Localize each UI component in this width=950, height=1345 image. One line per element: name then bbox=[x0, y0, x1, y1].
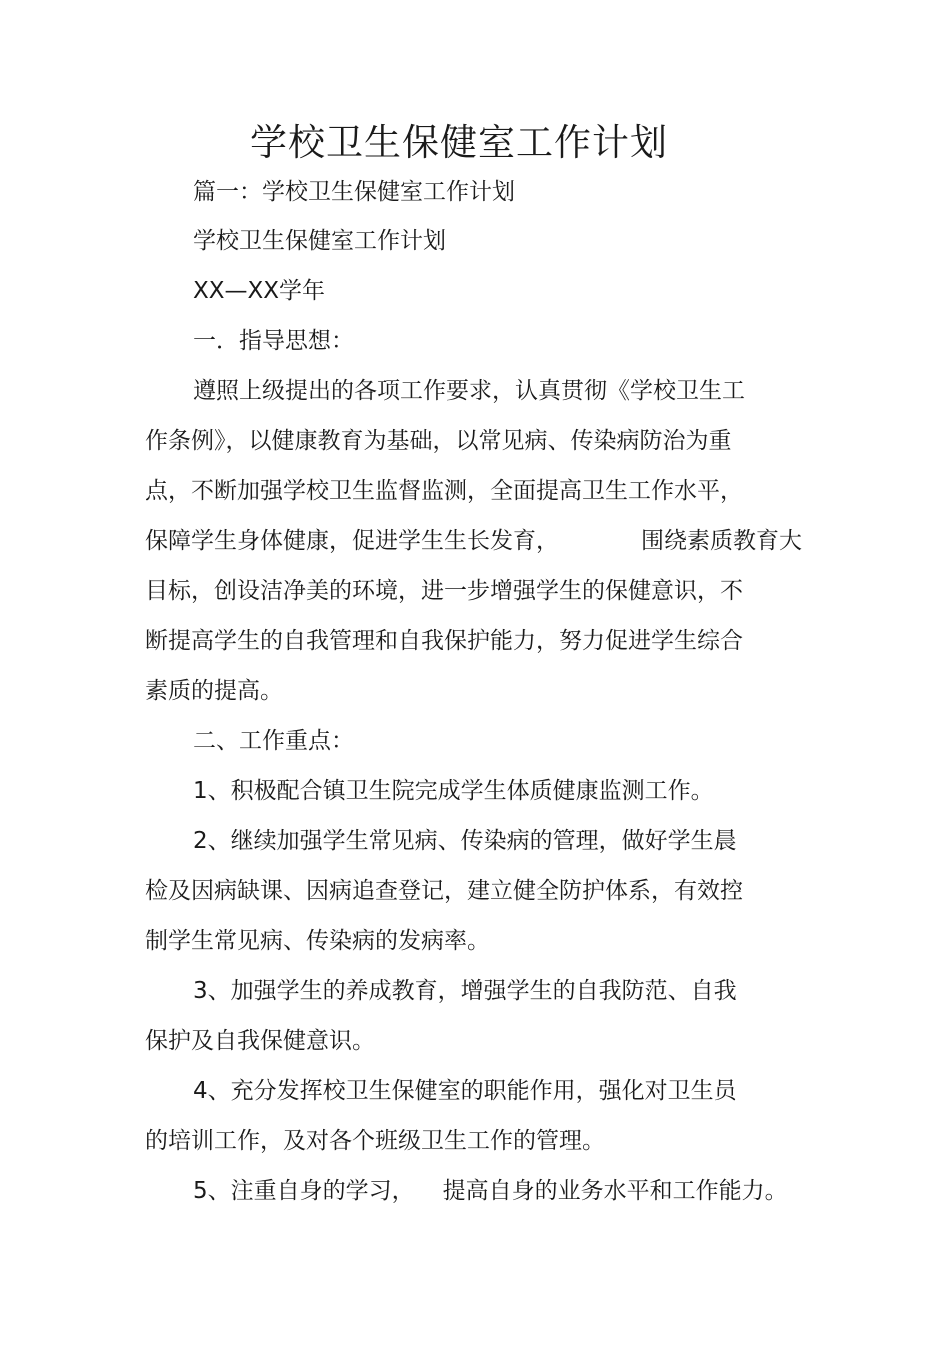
list-item-3: 3、加强学生的养成教育，增强学生的自我防范、自我 bbox=[193, 978, 737, 1004]
plan-name: 学校卫生保健室工作计划 bbox=[193, 228, 446, 254]
list-item-2: 2、继续加强学生常见病、传染病的管理，做好学生晨 bbox=[193, 828, 737, 854]
list-item-4-cont: 的培训工作，及对各个班级卫生工作的管理。 bbox=[145, 1128, 605, 1154]
list-item-4: 4、充分发挥校卫生保健室的职能作用，强化对卫生员 bbox=[193, 1078, 737, 1104]
paragraph-line: 遵照上级提出的各项工作要求，认真贯彻《学校卫生工 bbox=[193, 378, 745, 404]
paragraph-line: 目标，创设洁净美的环境，进一步增强学生的保健意识，不 bbox=[145, 578, 743, 604]
list-item-2-cont: 制学生常见病、传染病的发病率。 bbox=[145, 928, 490, 954]
list-item-5-part: 提高自身的业务水平和工作能力。 bbox=[442, 1178, 788, 1204]
list-item-5 bbox=[193, 1176, 788, 1206]
list-item-3-cont: 保护及自我保健意识。 bbox=[145, 1028, 375, 1054]
section2-heading: 二、工作重点： bbox=[193, 728, 354, 754]
paragraph-line: 素质的提高。 bbox=[145, 678, 283, 704]
paragraph-line-part: 围绕素质教育大 bbox=[641, 528, 802, 554]
document-subtitle: 篇一：学校卫生保健室工作计划 bbox=[193, 179, 515, 205]
paragraph-line bbox=[145, 526, 802, 556]
school-year: XX—XX学年 bbox=[193, 278, 326, 304]
paragraph-line: 断提高学生的自我管理和自我保护能力，努力促进学生综合 bbox=[145, 628, 743, 654]
paragraph-line: 作条例》，以健康教育为基础，以常见病、传染病防治为重 bbox=[145, 428, 732, 454]
list-item-2-cont: 检及因病缺课、因病追查登记，建立健全防护体系，有效控 bbox=[145, 878, 743, 904]
list-item-1: 1、积极配合镇卫生院完成学生体质健康监测工作。 bbox=[193, 778, 714, 804]
paragraph-line-part: 保障学生身体健康，促进学生生长发育， bbox=[145, 528, 559, 554]
section1-heading: 一．指导思想： bbox=[193, 328, 354, 354]
list-item-5-part: 5、注重自身的学习， bbox=[193, 1178, 415, 1204]
document-title: 学校卫生保健室工作计划 bbox=[250, 121, 668, 164]
paragraph-line: 点，不断加强学校卫生监督监测，全面提高卫生工作水平， bbox=[145, 478, 743, 504]
